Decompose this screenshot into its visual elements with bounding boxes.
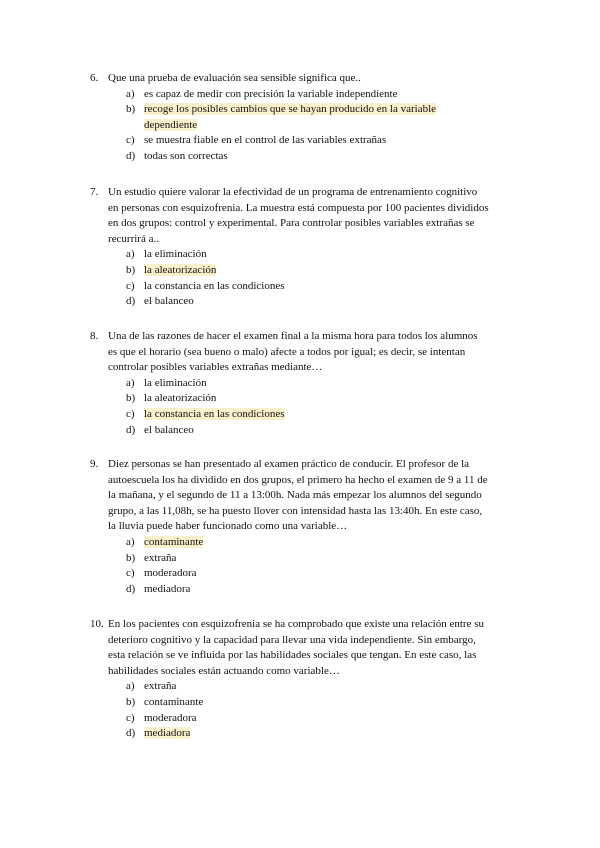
question-number: 9. — [90, 458, 99, 470]
options-list — [90, 87, 530, 165]
answer-highlight: mediadora — [144, 727, 191, 740]
option-a[interactable]: a) es capaz de medir con precisión la variable independiente — [126, 87, 398, 100]
option-a[interactable]: a) extraña — [126, 680, 177, 693]
question-text-line: recurrirá a.. — [108, 232, 159, 245]
question-text-line: habilidades sociales están actuando como variable… — [108, 664, 340, 677]
option-b[interactable]: b) recoge los posibles cambios que se hayan producido en la variable dependiente — [126, 103, 437, 131]
question-number: 10. — [90, 618, 104, 630]
option-c[interactable]: c) moderadora — [126, 711, 197, 724]
question-text-line: esta relación se ve influida por las habilidades sociales que tengan. En este caso, las — [108, 649, 477, 662]
question-text-line: grupo, a las 11,08h, se ha puesto llover con intensidad hasta las 13:40h. En este caso, — [108, 504, 483, 517]
option-c[interactable]: c) la constancia en las condiciones — [126, 279, 285, 292]
question-6 — [90, 71, 530, 165]
option-b[interactable]: b) contaminante — [126, 695, 204, 708]
option-c[interactable]: c) se muestra fiable en el control de las variables extrañas — [126, 134, 387, 147]
option-d[interactable]: d) todas son correctas — [126, 149, 228, 162]
option-a[interactable]: a) la eliminación — [126, 248, 207, 261]
option-a[interactable]: a) la eliminación — [126, 376, 207, 389]
options-list — [90, 679, 530, 741]
option-d[interactable]: d) mediadora — [126, 582, 191, 595]
question-text-line: la mañana, y el segundo de 11 a 13:00h. Nada más empezar los alumnos del segundo — [108, 489, 482, 502]
question-text-line: controlar posibles variables extrañas mediante… — [108, 361, 323, 374]
question-text-line: 7. Un estudio quiere valorar la efectividad de un programa de entrenamiento cognitivo — [90, 185, 530, 201]
question-text-line: autoescuela los ha dividido en dos grupos, el primero ha hecho el examen de 9 a 11 de — [108, 473, 488, 486]
question-text-line: 8. Una de las razones de hacer el examen final a la misma hora para todos los alumnos — [90, 329, 530, 345]
question-text-line: en dos grupos: control y experimental. Para controlar posibles variables extrañas se — [108, 217, 475, 230]
question-text-line: la lluvia puede haber funcionado como una variable… — [108, 520, 348, 533]
question-number: 8. — [90, 330, 99, 342]
options-list — [90, 376, 530, 438]
option-a[interactable]: a) contaminante — [126, 535, 204, 548]
question-text-line: 9. Diez personas se han presentado al examen práctico de conducir. El profesor de la — [90, 457, 530, 473]
question-text-line: deterioro cognitivo y la capacidad para llevar una vida independiente. Sin embargo, — [108, 633, 476, 646]
question-9 — [90, 457, 530, 597]
option-b[interactable]: b) la aleatorización — [126, 392, 217, 405]
answer-highlight: recoge los posibles cambios que se hayan producido en la variable — [144, 103, 437, 116]
answer-highlight: la aleatorización — [144, 263, 217, 276]
question-text-line: 6. Que una prueba de evaluación sea sensible significa que.. — [90, 71, 530, 87]
question-10 — [90, 617, 530, 742]
options-list — [90, 535, 530, 597]
question-7 — [90, 185, 530, 310]
question-text-line: en personas con esquizofrenia. La muestra está compuesta por 100 pacientes divididos — [108, 201, 489, 214]
option-c[interactable]: c) moderadora — [126, 567, 197, 580]
question-number: 6. — [90, 72, 99, 84]
question-text-line: es que el horario (sea bueno o malo) afecte a todos por igual; es decir, se intentan — [108, 345, 466, 358]
options-list — [90, 247, 530, 309]
answer-highlight: dependiente — [144, 118, 198, 131]
question-8 — [90, 329, 530, 438]
option-d[interactable]: d) el balanceo — [126, 295, 194, 308]
question-text-line: 10. En los pacientes con esquizofrenia se ha comprobado que existe una relación entre su — [90, 617, 530, 633]
option-b[interactable]: b) extraña — [126, 551, 177, 564]
answer-highlight: la constancia en las condiciones — [144, 407, 285, 420]
question-number: 7. — [90, 186, 99, 198]
answer-highlight: contaminante — [144, 535, 204, 548]
option-c[interactable]: c) la constancia en las condiciones — [126, 407, 285, 420]
option-d[interactable]: d) el balanceo — [126, 423, 194, 436]
option-d[interactable]: d) mediadora — [126, 727, 191, 740]
option-b[interactable]: b) la aleatorización — [126, 263, 217, 276]
